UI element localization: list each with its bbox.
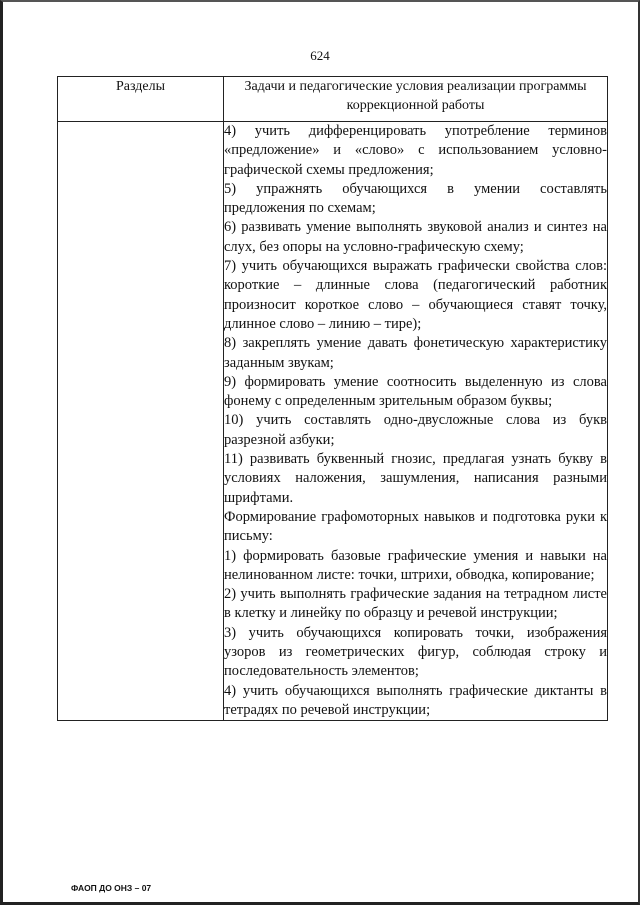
list-item: 4) учить дифференцировать употребление терминов «предложение» и «слово» с использованием условно-графической схемы предложения; <box>224 123 607 178</box>
list-item: 8) закреплять умение давать фонетическую характеристику заданным звукам; <box>224 335 607 371</box>
content-table <box>57 76 608 721</box>
list-item: 7) учить обучающихся выражать графически свойства слов: короткие – длинные слова (педагогический работник произносит короткое слово – обучающиеся ставят точку, длинное слово – линию – тире); <box>224 258 607 332</box>
footer-label: ФАОП ДО ОНЗ – 07 <box>71 883 152 893</box>
list-item: 4) учить обучающихся выполнять графические диктанты в тетрадях по речевой инструкции; <box>224 682 607 718</box>
table-header-row <box>58 77 608 122</box>
list-item: 6) развивать умение выполнять звуковой анализ и синтез на слух, без опоры на условно-графическую схему; <box>224 219 607 255</box>
list-item: 9) формировать умение соотносить выделенную из слова фонему с определенным зрительным образом буквы; <box>224 373 607 410</box>
list-item: 11) развивать буквенный гнозис, предлагая узнать букву в условиях наложения, зашумления, написания разными шрифтами. <box>224 451 607 506</box>
table-row <box>58 122 608 721</box>
list-item: 10) учить составлять одно-двусложные слова из букв разрезной азбуки; <box>224 412 607 448</box>
tasks-cell <box>224 122 608 721</box>
page-number: 624 <box>310 48 330 63</box>
list-item: 2) учить выполнять графические задания на тетрадном листе в клетку и линейку по образцу и речевой инструкции; <box>224 586 607 622</box>
list-item: 1) формировать базовые графические умения и навыки на нелинованном листе: точки, штрихи, обводка, копирование; <box>224 547 607 583</box>
header-tasks: Задачи и педагогические условия реализации программы коррекционной работы <box>224 77 608 122</box>
list-item: 5) упражнять обучающихся в умении составлять предложения по схемам; <box>224 180 607 217</box>
section-heading: Формирование графомоторных навыков и подготовка руки к письму: <box>224 508 607 545</box>
list-item: 3) учить обучающихся копировать точки, изображения узоров из геометрических фигур, соблюдая строку и последовательность элементов; <box>224 624 607 680</box>
sections-cell <box>58 122 224 721</box>
header-sections: Разделы <box>58 77 224 122</box>
